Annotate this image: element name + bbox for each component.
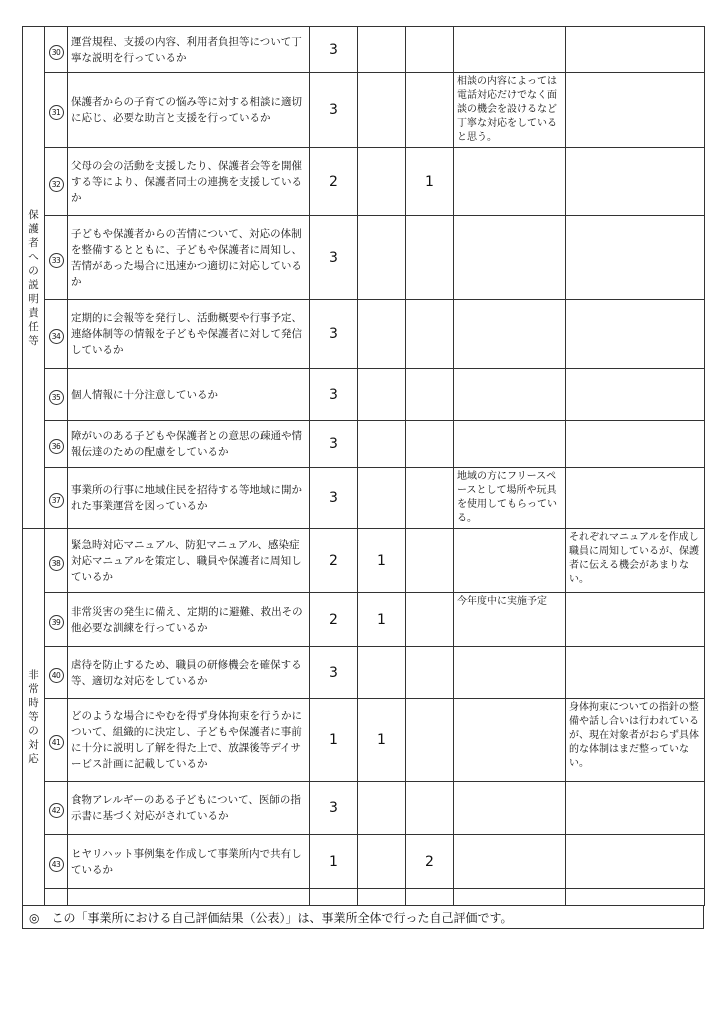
table-row — [23, 27, 705, 73]
score-col1: 3 — [310, 300, 358, 369]
table-row — [23, 593, 705, 647]
item-text: 非常災害の発生に備え、定期的に避難、救出その他必要な訓練を行っているか — [68, 593, 310, 647]
note-col2 — [566, 593, 705, 647]
score-col1: 2 — [310, 593, 358, 647]
score-col3 — [406, 699, 454, 782]
table-row — [23, 148, 705, 216]
table-row — [23, 369, 705, 421]
note-col1: 相談の内容によっては電話対応だけでなく面談の機会を設けるなど丁寧な対応をしていると思う。 — [454, 73, 566, 148]
note-col2 — [566, 73, 705, 148]
item-text: 食物アレルギーのある子どもについて、医師の指示書に基づく対応がされているか — [68, 782, 310, 835]
score-col1: 3 — [310, 73, 358, 148]
category-emergency: 非常時等の対応 — [23, 529, 45, 906]
item-text: 緊急時対応マニュアル、防犯マニュアル、感染症対応マニュアルを策定し、職員や保護者に周知しているか — [68, 529, 310, 593]
score-col2 — [358, 782, 406, 835]
score-col3 — [406, 782, 454, 835]
score-col3 — [406, 647, 454, 699]
score-col1: 3 — [310, 216, 358, 300]
score-col1: 3 — [310, 468, 358, 529]
table-row — [23, 647, 705, 699]
note-col1 — [454, 300, 566, 369]
score-col3 — [406, 216, 454, 300]
note-col1 — [454, 647, 566, 699]
evaluation-table — [22, 26, 705, 906]
note-col2 — [566, 148, 705, 216]
item-text: 事業所の行事に地域住民を招待する等地域に開かれた事業運営を図っているか — [68, 468, 310, 529]
score-col2: 1 — [358, 529, 406, 593]
score-col3: 1 — [406, 148, 454, 216]
note-col2: 身体拘束についての指針の整備や話し合いは行われているが、現在対象者がおらず具体的な体制はまだ整っていない。 — [566, 699, 705, 782]
note-col1 — [454, 27, 566, 73]
score-col3 — [406, 27, 454, 73]
note-col2 — [566, 835, 705, 889]
item-text: 定期的に会報等を発行し、活動概要や行事予定、連絡体制等の情報を子どもや保護者に対して発信しているか — [68, 300, 310, 369]
note-col2 — [566, 216, 705, 300]
score-col1: 3 — [310, 27, 358, 73]
item-number: 35 — [49, 390, 64, 405]
score-col3 — [406, 300, 454, 369]
table-row — [23, 216, 705, 300]
table-row — [23, 421, 705, 468]
score-col3 — [406, 73, 454, 148]
note-col1 — [454, 216, 566, 300]
score-col2 — [358, 369, 406, 421]
score-col1: 3 — [310, 421, 358, 468]
score-col3: 2 — [406, 835, 454, 889]
item-text: ヒヤリハット事例集を作成して事業所内で共有しているか — [68, 835, 310, 889]
score-col1: 2 — [310, 529, 358, 593]
item-text: 保護者からの子育ての悩み等に対する相談に適切に応じ、必要な助言と支援を行っているか — [68, 73, 310, 148]
table-row — [23, 468, 705, 529]
score-col2 — [358, 73, 406, 148]
item-number: 39 — [49, 615, 64, 630]
item-text: 虐待を防止するため、職員の研修機会を確保する等、適切な対応をしているか — [68, 647, 310, 699]
score-col2 — [358, 300, 406, 369]
table-row — [23, 529, 705, 593]
note-col1: 今年度中に実施予定 — [454, 593, 566, 647]
score-col1: 2 — [310, 148, 358, 216]
note-col1 — [454, 369, 566, 421]
note-col1: 地域の方にフリースペースとして場所や玩具を使用してもらっている。 — [454, 468, 566, 529]
score-col1: 1 — [310, 835, 358, 889]
item-number: 34 — [49, 329, 64, 344]
item-number: 36 — [49, 439, 64, 454]
note-col2 — [566, 647, 705, 699]
score-col3 — [406, 593, 454, 647]
note-col2 — [566, 27, 705, 73]
item-number: 30 — [49, 45, 64, 60]
note-col2 — [566, 468, 705, 529]
table-row — [23, 699, 705, 782]
score-col3 — [406, 468, 454, 529]
note-col1 — [454, 421, 566, 468]
score-col2 — [358, 216, 406, 300]
item-number: 32 — [49, 177, 64, 192]
item-number: 41 — [49, 735, 64, 750]
note-col2 — [566, 782, 705, 835]
score-col2 — [358, 468, 406, 529]
note-col2 — [566, 300, 705, 369]
score-col3 — [406, 529, 454, 593]
table-row — [23, 782, 705, 835]
score-col2 — [358, 148, 406, 216]
score-col3 — [406, 369, 454, 421]
item-text: 運営規程、支援の内容、利用者負担等について丁寧な説明を行っているか — [68, 27, 310, 73]
item-number: 31 — [49, 105, 64, 120]
item-text: どのような場合にやむを得ず身体拘束を行うかについて、組織的に決定し、子どもや保護者に事前に十分に説明し了解を得た上で、放課後等デイサービス計画に記載しているか — [68, 699, 310, 782]
note-col1 — [454, 148, 566, 216]
score-col2: 1 — [358, 593, 406, 647]
note-col2: それぞれマニュアルを作成し職員に周知しているが、保護者に伝える機会があまりない。 — [566, 529, 705, 593]
score-col2 — [358, 835, 406, 889]
score-col2 — [358, 647, 406, 699]
note-col2 — [566, 421, 705, 468]
table-row — [23, 835, 705, 889]
score-col2 — [358, 27, 406, 73]
item-number: 37 — [49, 493, 64, 508]
table-spacer-row — [23, 889, 705, 906]
score-col1: 3 — [310, 647, 358, 699]
note-col1 — [454, 529, 566, 593]
score-col1: 3 — [310, 369, 358, 421]
table-row — [23, 300, 705, 369]
item-text: 子どもや保護者からの苦情について、対応の体制を整備するとともに、子どもや保護者に周知し、苦情があった場合に迅速かつ適切に対応しているか — [68, 216, 310, 300]
item-text: 個人情報に十分注意しているか — [68, 369, 310, 421]
score-col2 — [358, 421, 406, 468]
score-col1: 3 — [310, 782, 358, 835]
item-number: 38 — [49, 556, 64, 571]
table-row — [23, 73, 705, 148]
item-text: 障がいのある子どもや保護者との意思の疎通や情報伝達のための配慮をしているか — [68, 421, 310, 468]
item-number: 33 — [49, 253, 64, 268]
item-text: 父母の会の活動を支援したり、保護者会等を開催する等により、保護者同士の連携を支援しているか — [68, 148, 310, 216]
item-number: 42 — [49, 803, 64, 818]
category-explanation: 保護者への説明責任等 — [23, 27, 45, 529]
note-col1 — [454, 782, 566, 835]
item-number: 40 — [49, 668, 64, 683]
footer-note: ◎ この「事業所における自己評価結果（公表）」は、事業所全体で行った自己評価です。 — [22, 905, 704, 929]
note-col2 — [566, 369, 705, 421]
item-number: 43 — [49, 857, 64, 872]
score-col3 — [406, 421, 454, 468]
note-col1 — [454, 699, 566, 782]
score-col2: 1 — [358, 699, 406, 782]
score-col1: 1 — [310, 699, 358, 782]
note-col1 — [454, 835, 566, 889]
